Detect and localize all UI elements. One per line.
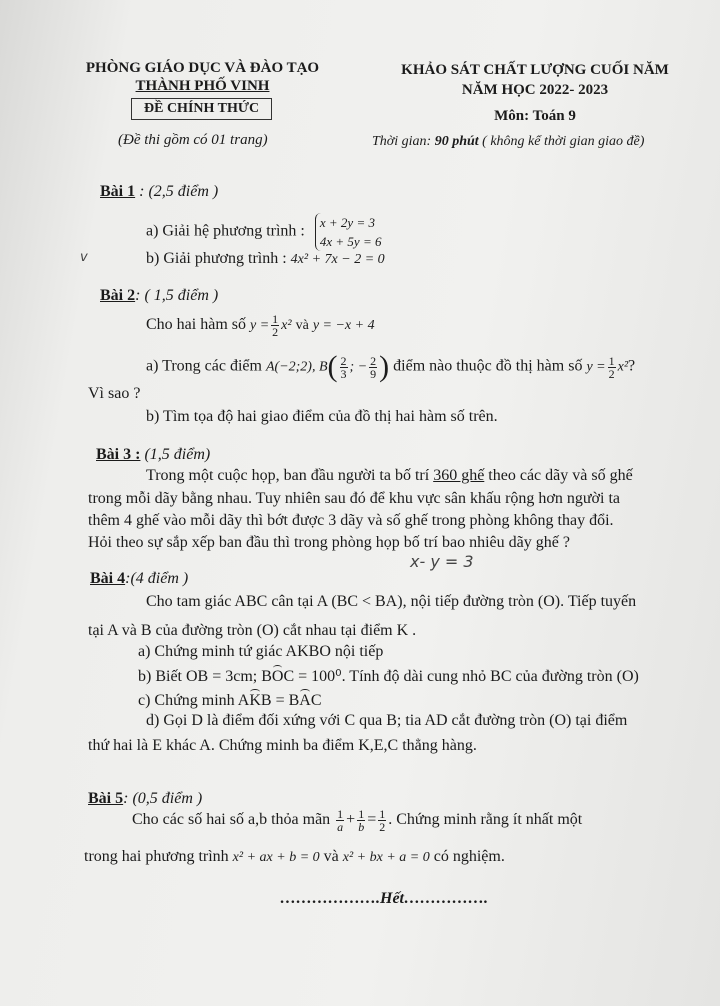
f1-lhs-2: y = [586, 359, 606, 375]
paren-close: ) [379, 350, 390, 383]
handwritten-note: x- y = 3 [410, 552, 474, 571]
angle-vertex: K [249, 692, 261, 709]
bai1-a-text: a) Giải hệ phương trình : [146, 222, 305, 240]
text: c) Chứng minh A [138, 692, 250, 709]
bai3-heading [96, 446, 210, 464]
frac-half [378, 808, 386, 833]
bai4-line1: Cho tam giác ABC cân tại A (BC < BA), nội tiếp đường tròn (O). Tiếp tuyến [146, 593, 637, 610]
f1-rhs: x² [281, 318, 292, 334]
bai1-points: : (2,5 điểm ) [135, 183, 219, 200]
bai4-points: :(4 điểm ) [125, 570, 189, 587]
bai2-a [146, 350, 635, 384]
text: . Chứng minh rằng ít nhất một [388, 811, 583, 829]
frac-num: 1 [272, 312, 279, 326]
plus: + [346, 811, 356, 829]
question-mark: ? [628, 357, 636, 375]
bai5-title: Bài 5 [88, 790, 124, 807]
bai5-heading [88, 790, 202, 808]
f2: y = −x + 4 [312, 318, 375, 334]
department-name: PHÒNG GIÁO DỤC VÀ ĐÀO TẠO [85, 60, 320, 76]
city-name: THÀNH PHỐ VINH [135, 78, 270, 94]
equals: = [367, 811, 377, 829]
time-value: 90 phút [434, 134, 479, 149]
frac-num: 1 [608, 353, 615, 368]
frac-num: 1 [358, 807, 365, 821]
time-suffix: ( không kể thời gian giao đề) [478, 134, 645, 149]
bai2-why: Vì sao ? [88, 385, 141, 402]
time-limit [372, 134, 644, 150]
bai4-line2: tại A và B của đường tròn (O) cắt nhau tại điểm K . [88, 622, 417, 639]
text: trong hai phương trình [84, 848, 229, 865]
and-word: và [295, 318, 309, 334]
bai2-intro [146, 313, 375, 338]
bai4-b [138, 666, 639, 686]
text: có nghiệm. [433, 848, 505, 865]
bai3-line2: trong mỗi dãy bằng nhau. Tuy nhiên sau đó để khu vực sân khấu rộng hơn người ta [88, 490, 620, 507]
system-eq1: x + 2y = 3 [319, 215, 375, 230]
seat-count: 360 ghế [433, 467, 485, 484]
bai3-line4: Hỏi theo sự sắp xếp ban đầu thì trong phòng họp bố trí bao nhiêu dãy ghế ? [88, 534, 570, 551]
fraction-half [271, 313, 279, 338]
frac-den: 2 [379, 820, 386, 834]
f1-lhs: y = [250, 318, 270, 334]
paren-open: ( [327, 350, 338, 383]
frac-den: b [358, 820, 365, 834]
bai2-b: b) Tìm tọa độ hai giao điểm của đồ thị hai hàm số trên. [146, 408, 498, 425]
frac-b1 [340, 355, 348, 380]
text: C = 100⁰. Tính độ dài cung nhỏ BC của đường tròn (O) [283, 668, 639, 685]
bai1-b-equation: 4x² + 7x − 2 = 0 [290, 252, 385, 267]
text: B = B [260, 692, 300, 709]
bai1-b-text: b) Giải phương trình : [146, 250, 287, 267]
pages-note: (Đề thi gồm có 01 trang) [118, 132, 268, 148]
text: Trong một cuộc họp, ban đầu người ta bố trí [146, 467, 434, 484]
bai1-heading [100, 183, 218, 201]
school-year: NĂM HỌC 2022- 2023 [461, 82, 609, 98]
frac-den: 9 [370, 366, 377, 381]
frac-b2 [369, 355, 377, 380]
bai4-a: a) Chứng minh tứ giác AKBO nội tiếp [138, 643, 384, 660]
bai2-points: : ( 1,5 điểm ) [135, 287, 219, 304]
bai5-line2 [84, 848, 505, 866]
frac-1a [336, 808, 344, 833]
text: C [310, 692, 322, 709]
frac-num: 2 [340, 353, 347, 368]
sep: ; − [349, 359, 368, 375]
frac-den: a [337, 820, 344, 834]
bai2-heading [100, 287, 218, 305]
bai2-a-text: a) Trong các điểm [146, 357, 262, 375]
equation-2: x² + bx + a = 0 [342, 850, 430, 865]
frac-num: 1 [379, 807, 386, 821]
bai4-heading [90, 570, 188, 588]
bai5-points: : (0,5 điểm ) [123, 790, 203, 807]
angle-vertex: O [271, 668, 284, 685]
fraction-half-2 [608, 355, 616, 380]
frac-num: 1 [337, 807, 344, 821]
frac-den: 2 [272, 325, 279, 339]
system-eq2: 4x + 5y = 6 [319, 234, 382, 249]
frac-den: 3 [340, 366, 347, 381]
bai1-title: Bài 1 [100, 183, 136, 200]
bai5-line1 [132, 808, 582, 833]
time-prefix: Thời gian: [372, 134, 435, 149]
bai4-title: Bài 4 [90, 570, 126, 587]
frac-num: 2 [370, 353, 377, 368]
f1-rhs-2: x² [617, 359, 629, 375]
end-marker: ……………….Hết……………. [280, 890, 488, 907]
official-exam-box: ĐỀ CHÍNH THỨC [131, 98, 272, 120]
bai2-a-mid: điểm nào thuộc đồ thị hàm số [393, 357, 583, 375]
subject: Môn: Toán 9 [494, 108, 576, 124]
angle-vertex: A [299, 692, 311, 709]
bai1-a [146, 213, 381, 251]
points-ab: A(−2;2), B [265, 359, 328, 375]
bai3-title: Bài 3 : [96, 446, 141, 463]
bai1-b [146, 250, 385, 268]
bai3-points: (1,5 điểm) [140, 446, 211, 463]
equation-system [315, 213, 382, 251]
margin-check-mark: v [80, 250, 88, 265]
bai3-line1 [146, 467, 633, 485]
frac-den: 2 [608, 366, 615, 381]
text: b) Biết OB = 3cm; B [138, 668, 272, 685]
bai4-c [138, 692, 322, 710]
bai2-title: Bài 2 [100, 287, 136, 304]
equation-1: x² + ax + b = 0 [232, 850, 320, 865]
frac-1b [357, 808, 365, 833]
bai2-intro-text: Cho hai hàm số [146, 316, 246, 334]
bai4-d-line1: d) Gọi D là điểm đối xứng với C qua B; tia AD cắt đường tròn (O) tại điểm [146, 712, 628, 729]
exam-title: KHẢO SÁT CHẤT LƯỢNG CUỐI NĂM [401, 62, 669, 78]
text: theo các dãy và số ghế [484, 467, 633, 484]
bai3-line3: thêm 4 ghế vào mỗi dãy thì bớt được 3 dãy và số ghế trong phòng không thay đổi. [88, 512, 614, 529]
bai4-d-line2: thứ hai là E khác A. Chứng minh ba điểm K,E,C thẳng hàng. [88, 737, 477, 754]
text: Cho các số hai số a,b thỏa mãn [132, 811, 331, 829]
text: và [323, 848, 339, 865]
